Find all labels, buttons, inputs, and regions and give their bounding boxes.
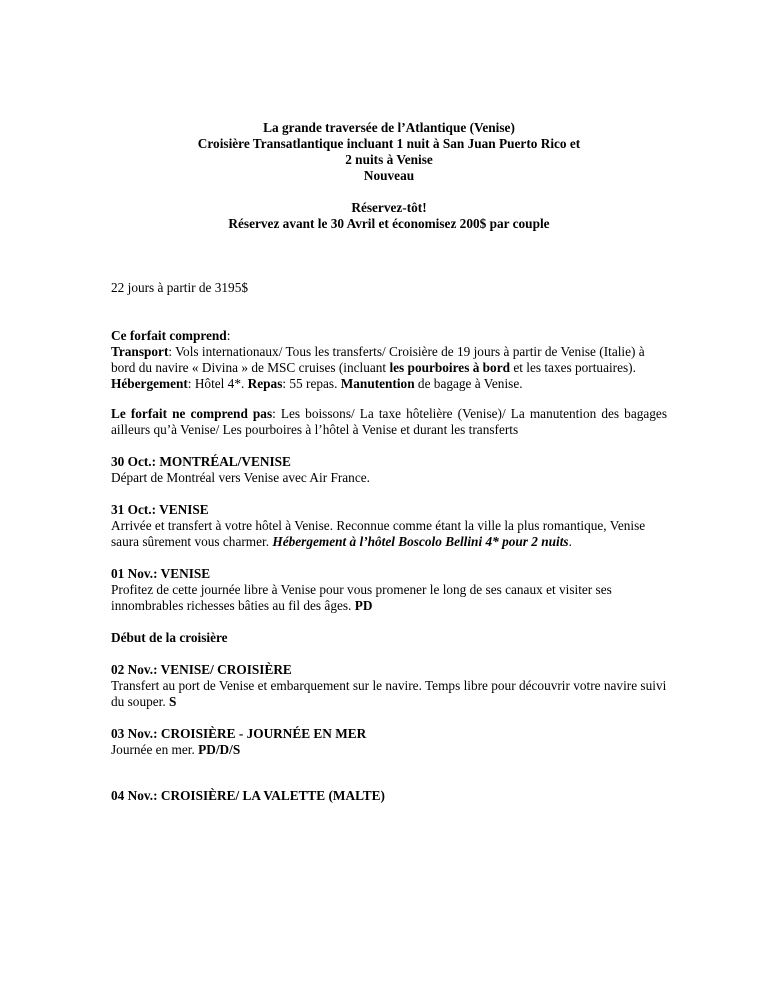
day-04-nov-heading: 04 Nov.: CROISIÈRE/ LA VALETTE (MALTE) xyxy=(111,788,385,803)
includes-paragraph xyxy=(111,344,667,392)
day-03-nov xyxy=(111,726,667,758)
day-text xyxy=(111,678,667,710)
lodging-label: Hébergement xyxy=(111,376,188,391)
day-30-oct xyxy=(111,454,667,486)
day-text xyxy=(111,518,667,550)
transport-text-1: : Vols internationaux/ Tous les transferts/ Croisière de 19 jours à partir de Venise (Italie) à bord du navire « Divina » de MSC cruises (incluant xyxy=(111,344,645,375)
title-line-3: 2 nuits à Venise xyxy=(345,152,433,167)
meal-code: S xyxy=(169,694,177,709)
title-block xyxy=(111,120,667,184)
includes-title-text: Ce forfait comprend xyxy=(111,328,227,343)
day-text-main: Journée en mer. xyxy=(111,742,199,757)
tips-bold: les pourboires à bord xyxy=(389,360,511,375)
excludes-text: : Les boissons/ La taxe hôtelière (Venise)/ La manutention des bagages ailleurs qu’à Venise/ Les pourboires à l’hôtel à Venise et durant les transferts xyxy=(111,406,667,437)
day-text xyxy=(111,582,667,614)
day-heading: 30 Oct.: MONTRÉAL/VENISE xyxy=(111,454,291,469)
promo-block xyxy=(111,200,667,232)
day-heading: 03 Nov.: CROISIÈRE - JOURNÉE EN MER xyxy=(111,726,367,741)
cruise-start-heading: Début de la croisière xyxy=(111,630,228,645)
handling-text: de bagage à Venise. xyxy=(414,376,523,391)
transport-label: Transport xyxy=(111,344,169,359)
day-31-oct xyxy=(111,502,667,550)
meal-code: PD xyxy=(354,598,373,613)
day-text-main: Arrivée et transfert à votre hôtel à Venise. Reconnue comme étant la ville la plus romantique, Venise saura sûrement vous charmer. xyxy=(111,518,646,549)
day-heading: 02 Nov.: VENISE/ CROISIÈRE xyxy=(111,662,292,677)
handling-label: Manutention xyxy=(340,376,415,391)
day-text: Départ de Montréal vers Venise avec Air France. xyxy=(111,470,370,485)
excludes-section xyxy=(111,406,667,438)
title-line-1: La grande traversée de l’Atlantique (Venise) xyxy=(263,120,515,135)
title-line-2: Croisière Transatlantique incluant 1 nuit à San Juan Puerto Rico et xyxy=(197,136,581,151)
day-text-main: Transfert au port de Venise et embarquement sur le navire. Temps libre pour découvrir votre navire suivi du souper. xyxy=(111,678,667,709)
meals-text: : 55 repas. xyxy=(282,376,341,391)
promo-line-1: Réservez-tôt! xyxy=(351,200,427,215)
day-text xyxy=(111,742,667,758)
excludes-title: Le forfait ne comprend pas xyxy=(111,406,273,421)
promo-line-2: Réservez avant le 30 Avril et économisez 200$ par couple xyxy=(228,216,550,231)
hotel-bold-italic: Hébergement à l’hôtel Boscolo Bellini 4* pour 2 nuits xyxy=(272,534,569,549)
day-text-end: . xyxy=(568,534,572,549)
lodging-text: : Hôtel 4*. xyxy=(187,376,248,391)
day-text-main: Profitez de cette journée libre à Venise pour vous promener le long de ses canaux et visiter ses innombrables richesses bâties au fil des âges. xyxy=(111,582,612,613)
includes-section xyxy=(111,328,667,392)
includes-title xyxy=(111,328,667,344)
meals-label: Repas xyxy=(247,376,283,391)
title-line-4: Nouveau xyxy=(363,168,415,183)
day-01-nov xyxy=(111,566,667,614)
price-line: 22 jours à partir de 3195$ xyxy=(111,280,249,295)
transport-text-2: et les taxes portuaires). xyxy=(510,360,636,375)
meal-code: PD/D/S xyxy=(198,742,241,757)
day-heading: 01 Nov.: VENISE xyxy=(111,566,211,581)
document-content xyxy=(111,120,667,804)
day-02-nov xyxy=(111,662,667,710)
day-heading: 31 Oct.: VENISE xyxy=(111,502,209,517)
includes-title-colon: : xyxy=(226,328,231,343)
